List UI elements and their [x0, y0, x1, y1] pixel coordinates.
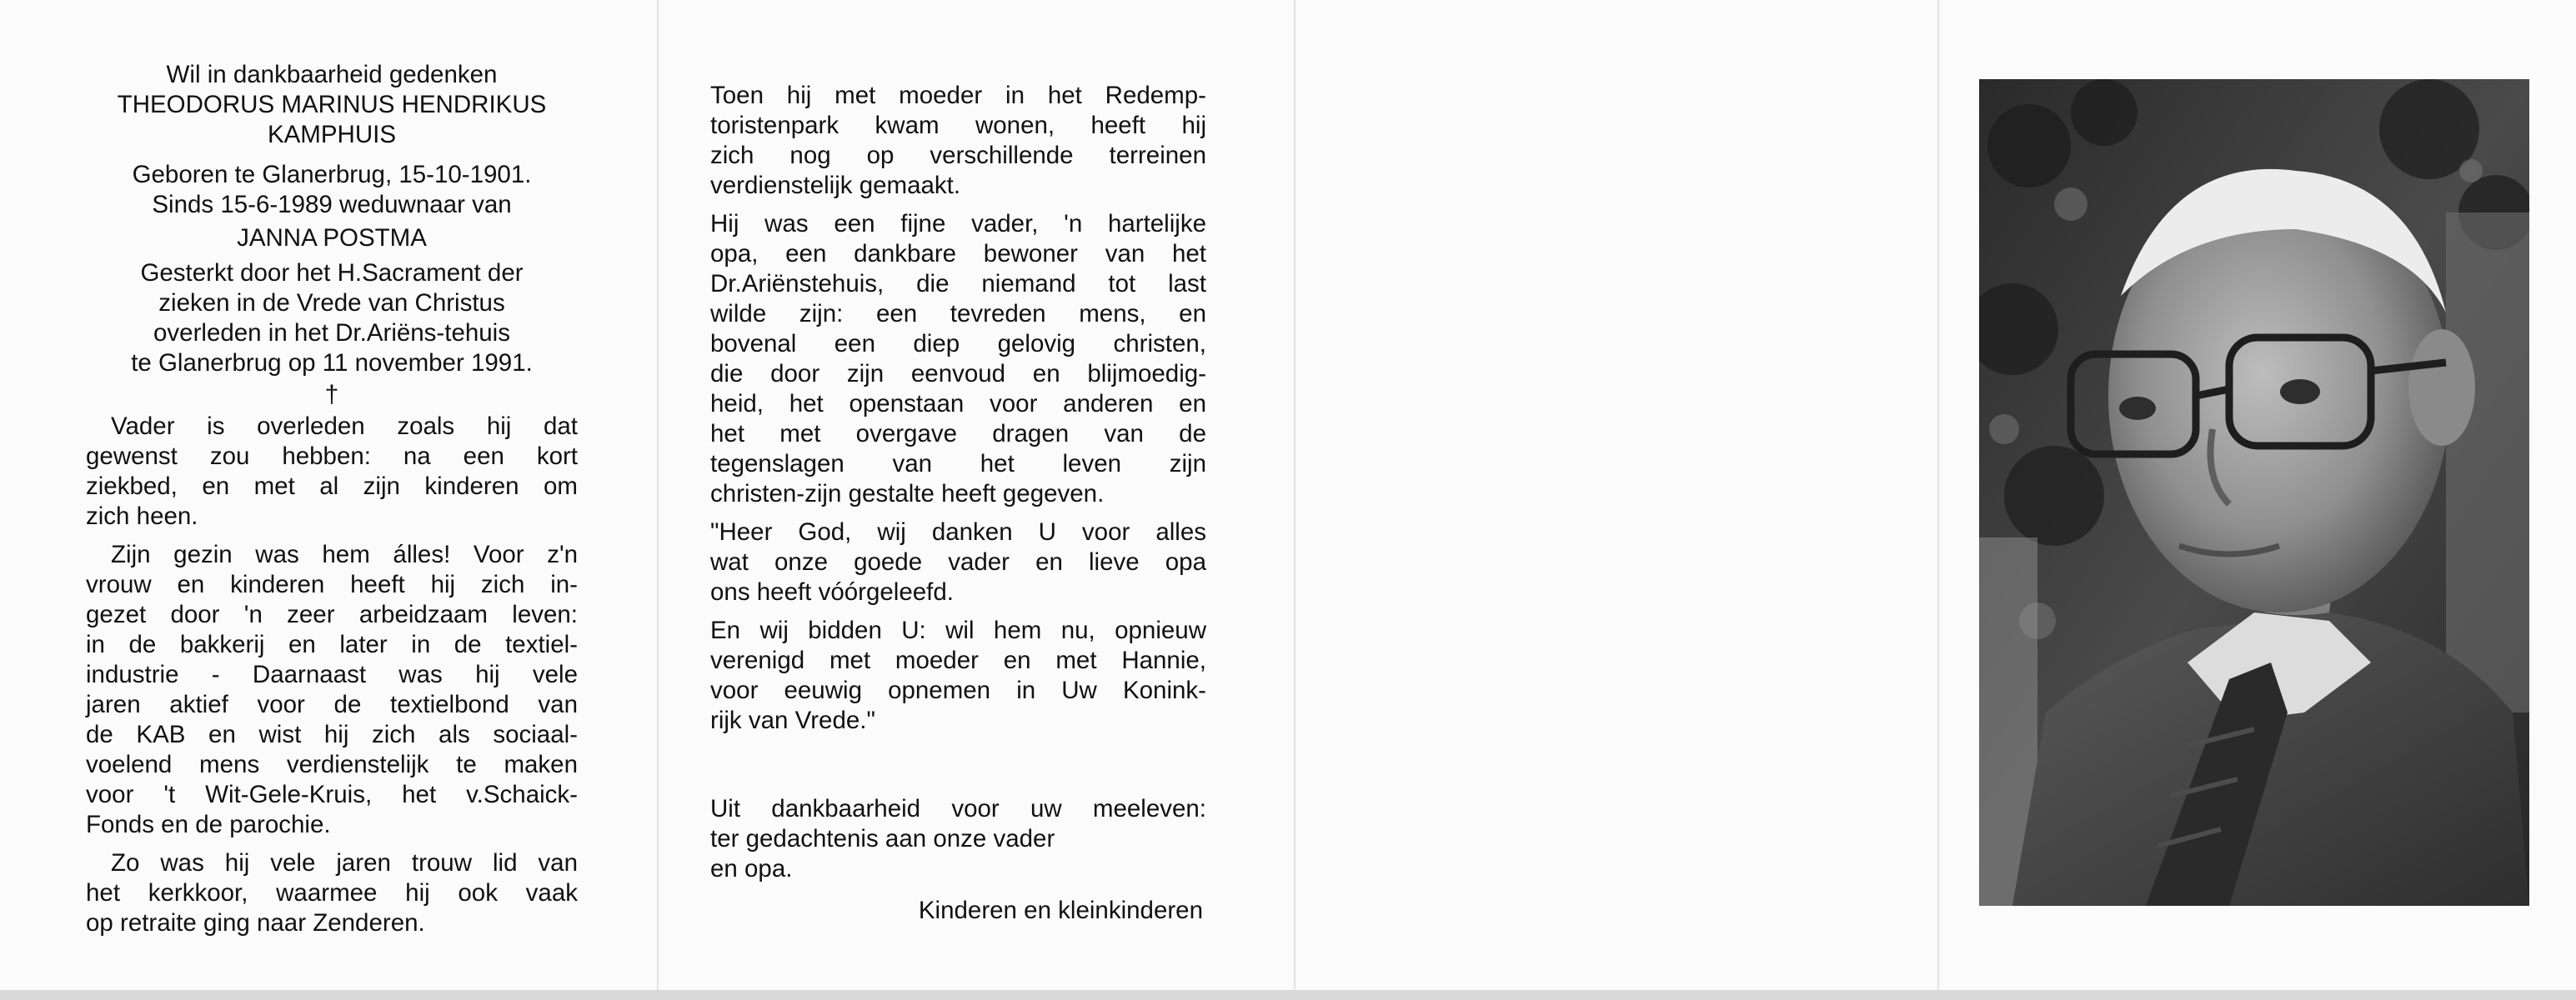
text-line: op retraite ging naar Zenderen.	[86, 909, 425, 937]
text-line: En wij bidden U: wil hem nu, opnieuw	[710, 617, 1206, 644]
text-line: christen-zijn gestalte heeft gegeven.	[710, 480, 1105, 508]
paragraph-3	[86, 848, 578, 938]
left-text-panel	[0, 0, 657, 990]
text-line: vrouw en kinderen heeft hij zich in-	[86, 571, 578, 598]
paragraph-1	[710, 81, 1206, 201]
deceased-name-line2: KAMPHUIS	[267, 121, 397, 148]
text-line: ons heeft vóórgeleefd.	[710, 578, 954, 606]
portrait-illustration	[1979, 79, 2529, 906]
text-line: opa, een dankbare bewoner van het	[710, 240, 1206, 268]
text-line: verenigd met moeder en met Hannie,	[710, 647, 1206, 674]
text-line: "Heer God, wij danken U voor alles	[710, 518, 1206, 546]
wife-name: JANNA POSTMA	[237, 224, 427, 252]
thanks-paragraph	[710, 794, 1206, 884]
text-line: de KAB en wist hij zich als sociaal-	[86, 721, 578, 748]
paragraph-1	[86, 412, 578, 532]
cross-icon: †	[324, 381, 339, 408]
middle-text-panel	[659, 0, 1294, 990]
text-line: wilde zijn: een tevreden mens, en	[710, 300, 1206, 328]
text-line: Toen hij met moeder in het Redemp-	[710, 82, 1206, 109]
blank-panel	[1296, 0, 1937, 990]
text-line: Uit dankbaarheid voor uw meeleven:	[710, 795, 1206, 822]
memorial-header	[86, 60, 578, 412]
prayer-paragraph-1	[710, 518, 1206, 608]
text-line: Fonds en de parochie.	[86, 811, 331, 838]
text-line: ter gedachtenis aan onze vader	[710, 825, 1055, 852]
text-line: gewenst zou hebben: na een kort	[86, 442, 578, 470]
text-line: Zo was hij vele jaren trouw lid van	[111, 849, 578, 877]
widower-line: Sinds 15-6-1989 weduwnaar van	[152, 191, 512, 218]
death-line4: te Glanerbrug op 11 november 1991.	[131, 349, 533, 377]
text-line: heid, het openstaan voor anderen en	[710, 390, 1206, 418]
birth-line: Geboren te Glanerbrug, 15-10-1901.	[132, 161, 532, 188]
text-line: Dr.Ariënstehuis, die niemand tot last	[710, 270, 1206, 298]
text-line: voor eeuwig opnemen in Uw Konink-	[710, 677, 1206, 704]
text-line: bovenal een diep gelovig christen,	[710, 330, 1206, 358]
death-line2: zieken in de Vrede van Christus	[158, 289, 505, 317]
text-line: rijk van Vrede."	[710, 707, 875, 734]
text-line: Hij was een fijne vader, 'n hartelijke	[710, 210, 1206, 238]
text-line: voor 't Wit-Gele-Kruis, het v.Schaick-	[86, 781, 578, 808]
photo-panel	[1939, 0, 2576, 990]
text-line: jaren aktief voor de textielbond van	[86, 691, 578, 718]
text-line: verdienstelijk gemaakt.	[710, 172, 961, 199]
text-line: tegenslagen van het leven zijn	[710, 450, 1206, 478]
signature: Kinderen en kleinkinderen	[918, 897, 1203, 924]
text-line: Zijn gezin was hem álles! Voor z'n	[111, 541, 578, 568]
text-line: gezet door 'n zeer arbeidzaam leven:	[86, 601, 578, 628]
text-line: in de bakkerij en later in de textiel-	[86, 631, 578, 658]
deceased-name-line1: THEODORUS MARINUS HENDRIKUS	[117, 91, 547, 118]
death-line1: Gesterkt door het H.Sacrament der	[140, 259, 524, 287]
text-line: Vader is overleden zoals hij dat	[111, 412, 578, 440]
paragraph-2	[710, 209, 1206, 509]
text-line: zich nog op verschillende terreinen	[710, 142, 1206, 169]
paragraph-2	[86, 540, 578, 840]
portrait-photo	[1979, 79, 2529, 906]
text-line: die door zijn eenvoud en blijmoedig-	[710, 360, 1206, 388]
text-line: zich heen.	[86, 502, 198, 530]
middle-column	[710, 81, 1206, 926]
header-intro: Wil in dankbaarheid gedenken	[166, 61, 498, 88]
text-line: wat onze goede vader en lieve opa	[710, 548, 1206, 576]
death-line3: overleden in het Dr.Ariëns-tehuis	[153, 319, 510, 347]
text-line: toristenpark kwam wonen, heeft hij	[710, 112, 1206, 139]
text-line: industrie - Daarnaast was hij vele	[86, 661, 578, 688]
text-line: het met overgave dragen van de	[710, 420, 1206, 448]
text-line: voelend mens verdienstelijk te maken	[86, 751, 578, 778]
prayer-paragraph-2	[710, 616, 1206, 736]
text-line: en opa.	[710, 855, 793, 882]
left-column	[86, 60, 578, 947]
text-line: ziekbed, en met al zijn kinderen om	[86, 472, 578, 500]
text-line: het kerkkoor, waarmee hij ook vaak	[86, 879, 578, 907]
